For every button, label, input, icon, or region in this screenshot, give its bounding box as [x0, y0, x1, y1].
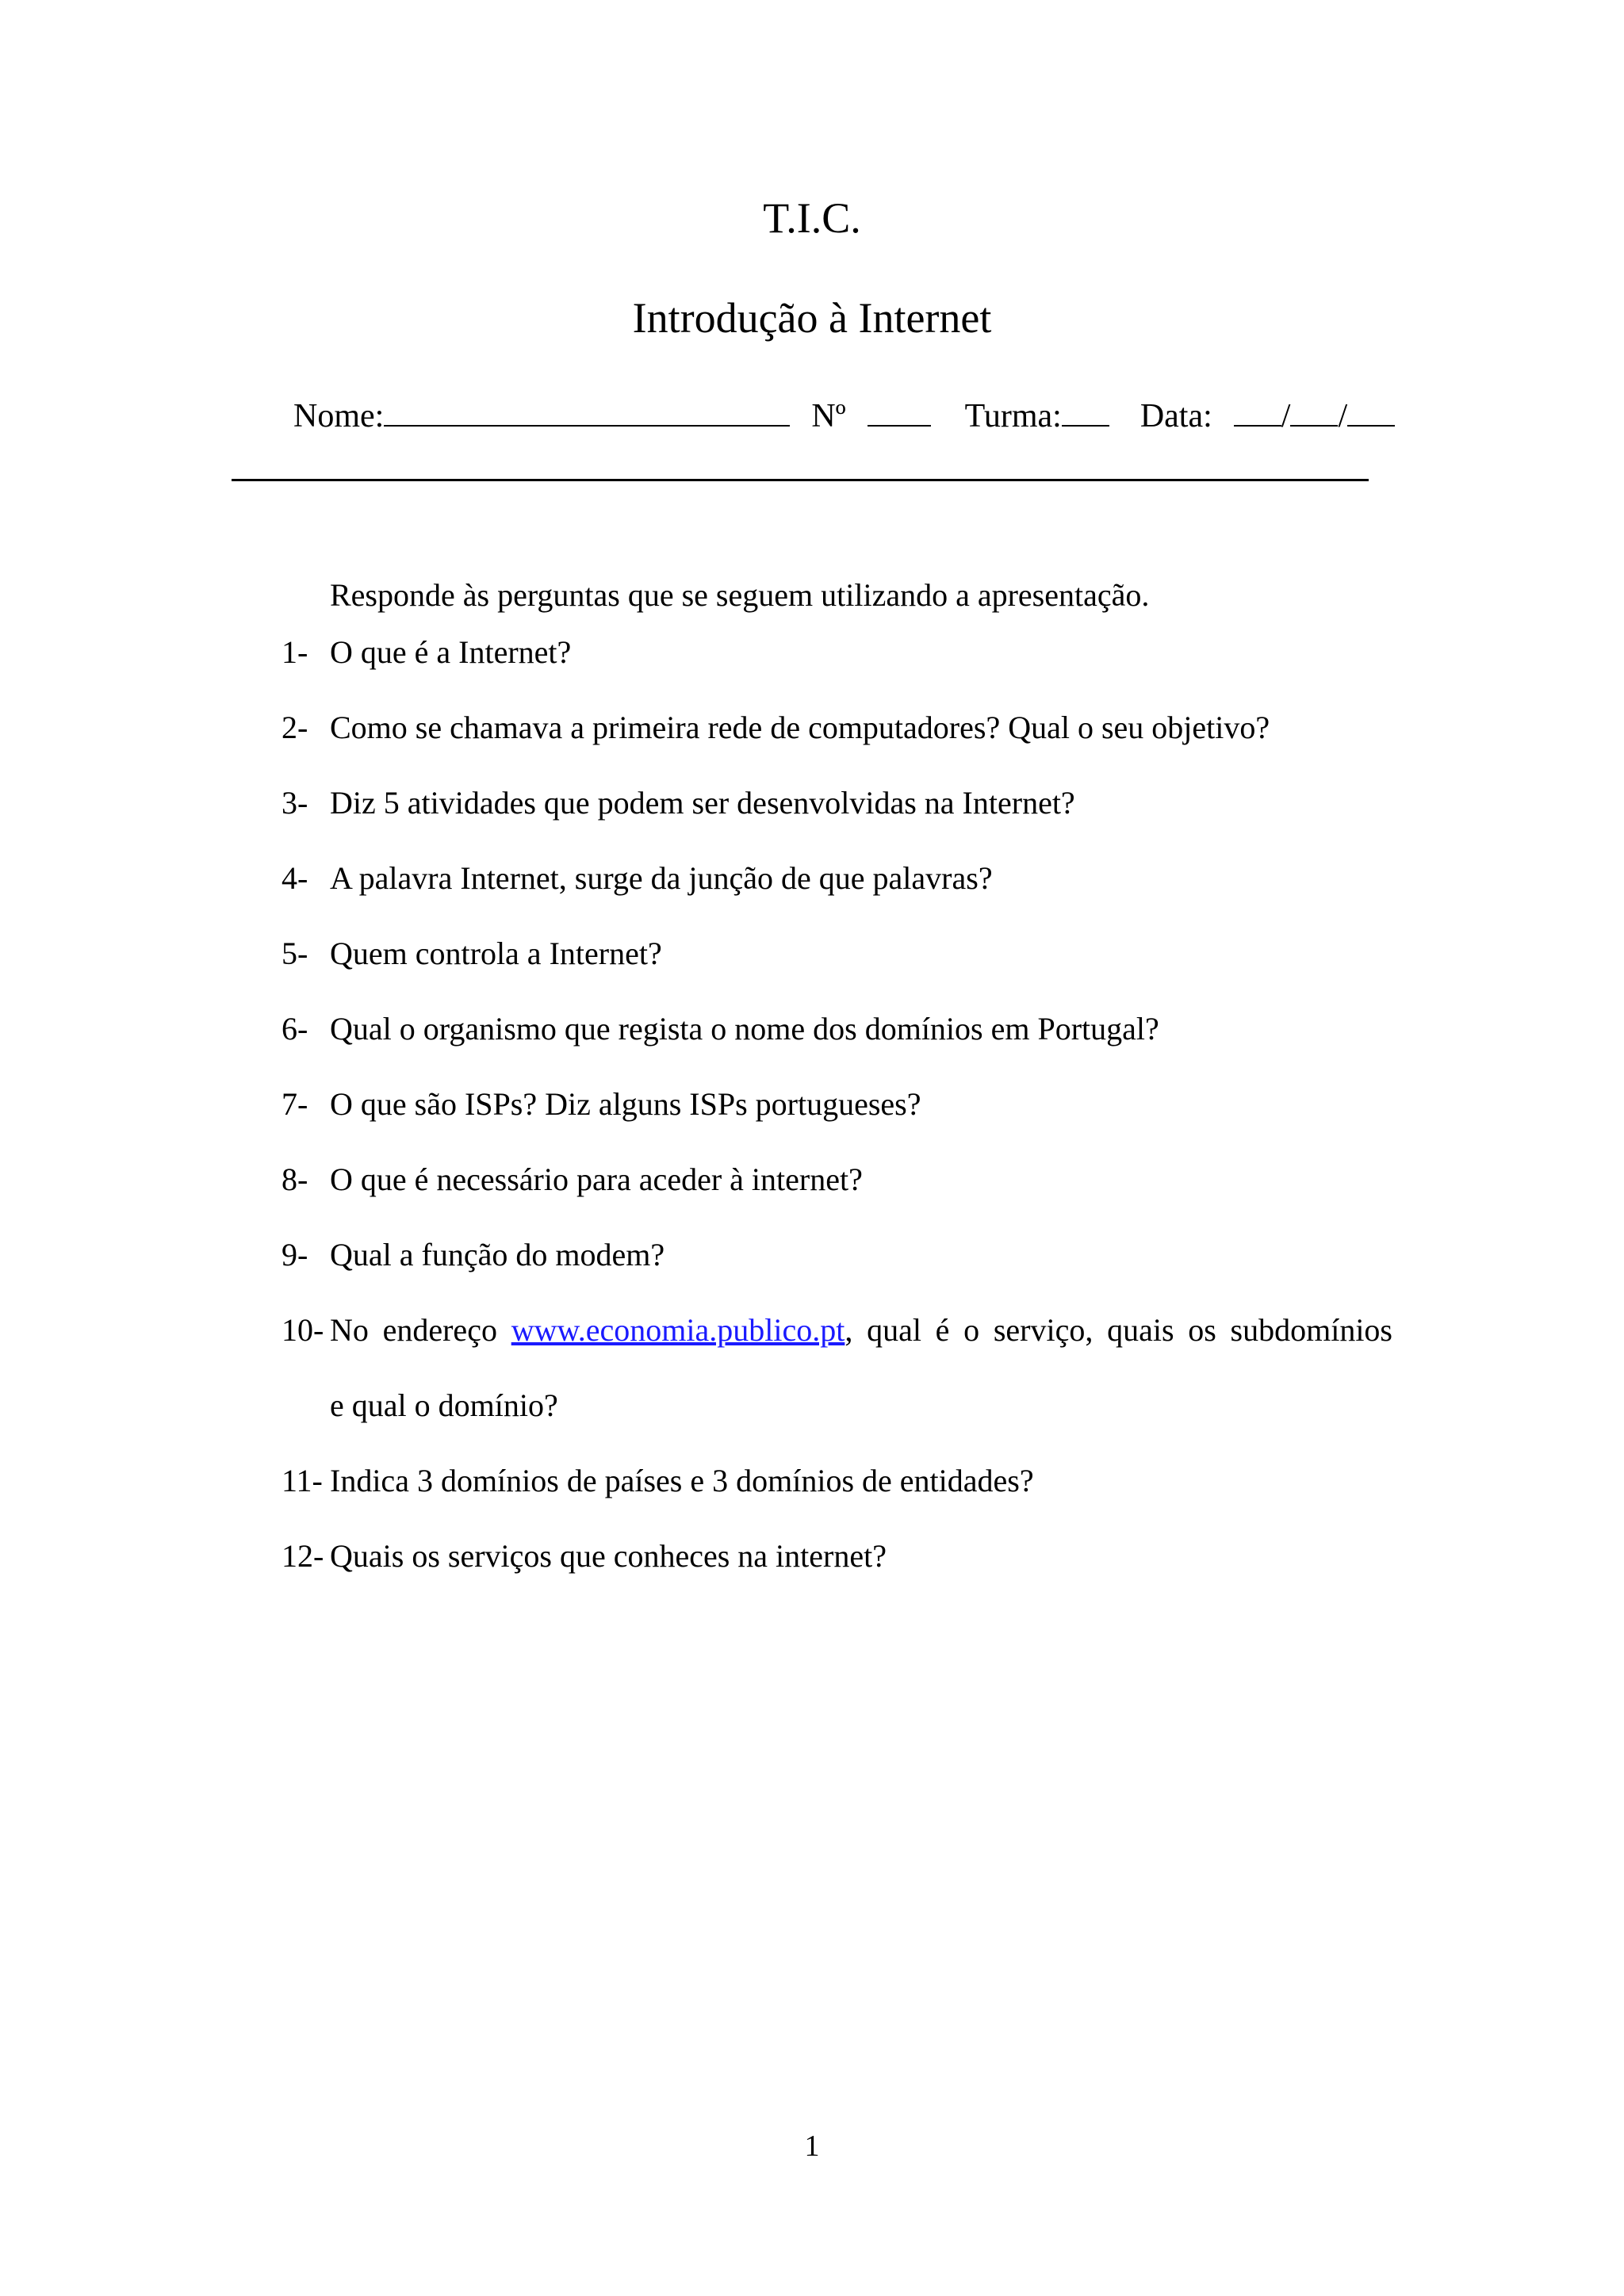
question-text	[330, 1311, 1392, 1350]
question-text: Qual o organismo que regista o nome dos domínios em Portugal?	[330, 1011, 1159, 1047]
header-divider	[232, 479, 1369, 481]
class-label: Turma:	[964, 398, 1062, 434]
question-text-continuation: e qual o domínio?	[330, 1387, 558, 1423]
question-text: Diz 5 atividades que podem ser desenvolvidas na Internet?	[330, 785, 1075, 821]
number-label: Nº	[811, 398, 846, 434]
question-number: 10-	[282, 1312, 324, 1348]
document-title: T.I.C.	[763, 194, 861, 242]
question-text: Quem controla a Internet?	[330, 936, 662, 971]
question-text: Como se chamava a primeira rede de computadores? Qual o seu objetivo?	[330, 710, 1270, 745]
number-blank	[868, 395, 931, 427]
date-month-blank	[1290, 395, 1338, 427]
question-number: 2-	[282, 710, 308, 745]
question-number: 3-	[282, 785, 308, 821]
question-text: A palavra Internet, surge da junção de que palavras?	[330, 860, 993, 896]
question-number: 8-	[282, 1161, 308, 1197]
question-text: Indica 3 domínios de países e 3 domínios de entidades?	[330, 1463, 1034, 1498]
question-number: 4-	[282, 860, 308, 896]
question-text-before-link: No endereço	[330, 1312, 497, 1348]
economia-publico-link[interactable]: www.economia.publico.pt	[511, 1312, 845, 1348]
date-label: Data:	[1139, 398, 1212, 434]
question-text: Quais os serviços que conheces na internet?	[330, 1538, 887, 1574]
instruction-text: Responde às perguntas que se seguem utilizando a apresentação.	[330, 577, 1150, 613]
question-text: Qual a função do modem?	[330, 1237, 665, 1272]
question-number: 7-	[282, 1086, 308, 1122]
question-number: 1-	[282, 634, 308, 670]
student-info-fields	[293, 395, 1395, 434]
date-year-blank	[1347, 395, 1395, 427]
question-number: 12-	[282, 1538, 324, 1574]
question-text-after-link: , qual é o serviço, quais os subdomínios	[845, 1312, 1393, 1348]
question-number: 11-	[282, 1463, 323, 1498]
name-label: Nome:	[293, 398, 385, 434]
question-number: 5-	[282, 936, 308, 971]
question-text: O que são ISPs? Diz alguns ISPs portugueses?	[330, 1086, 921, 1122]
question-text: O que é a Internet?	[330, 634, 572, 670]
document-subtitle: Introdução à Internet	[632, 294, 992, 342]
date-day-blank	[1234, 395, 1281, 427]
page-number: 1	[804, 2130, 820, 2163]
question-text: O que é necessário para aceder à internet?	[330, 1161, 863, 1197]
date-separator: /	[1338, 398, 1348, 434]
question-number: 6-	[282, 1011, 308, 1047]
name-blank	[384, 395, 790, 427]
question-number: 9-	[282, 1237, 308, 1272]
date-separator: /	[1281, 398, 1291, 434]
class-blank	[1062, 395, 1109, 427]
